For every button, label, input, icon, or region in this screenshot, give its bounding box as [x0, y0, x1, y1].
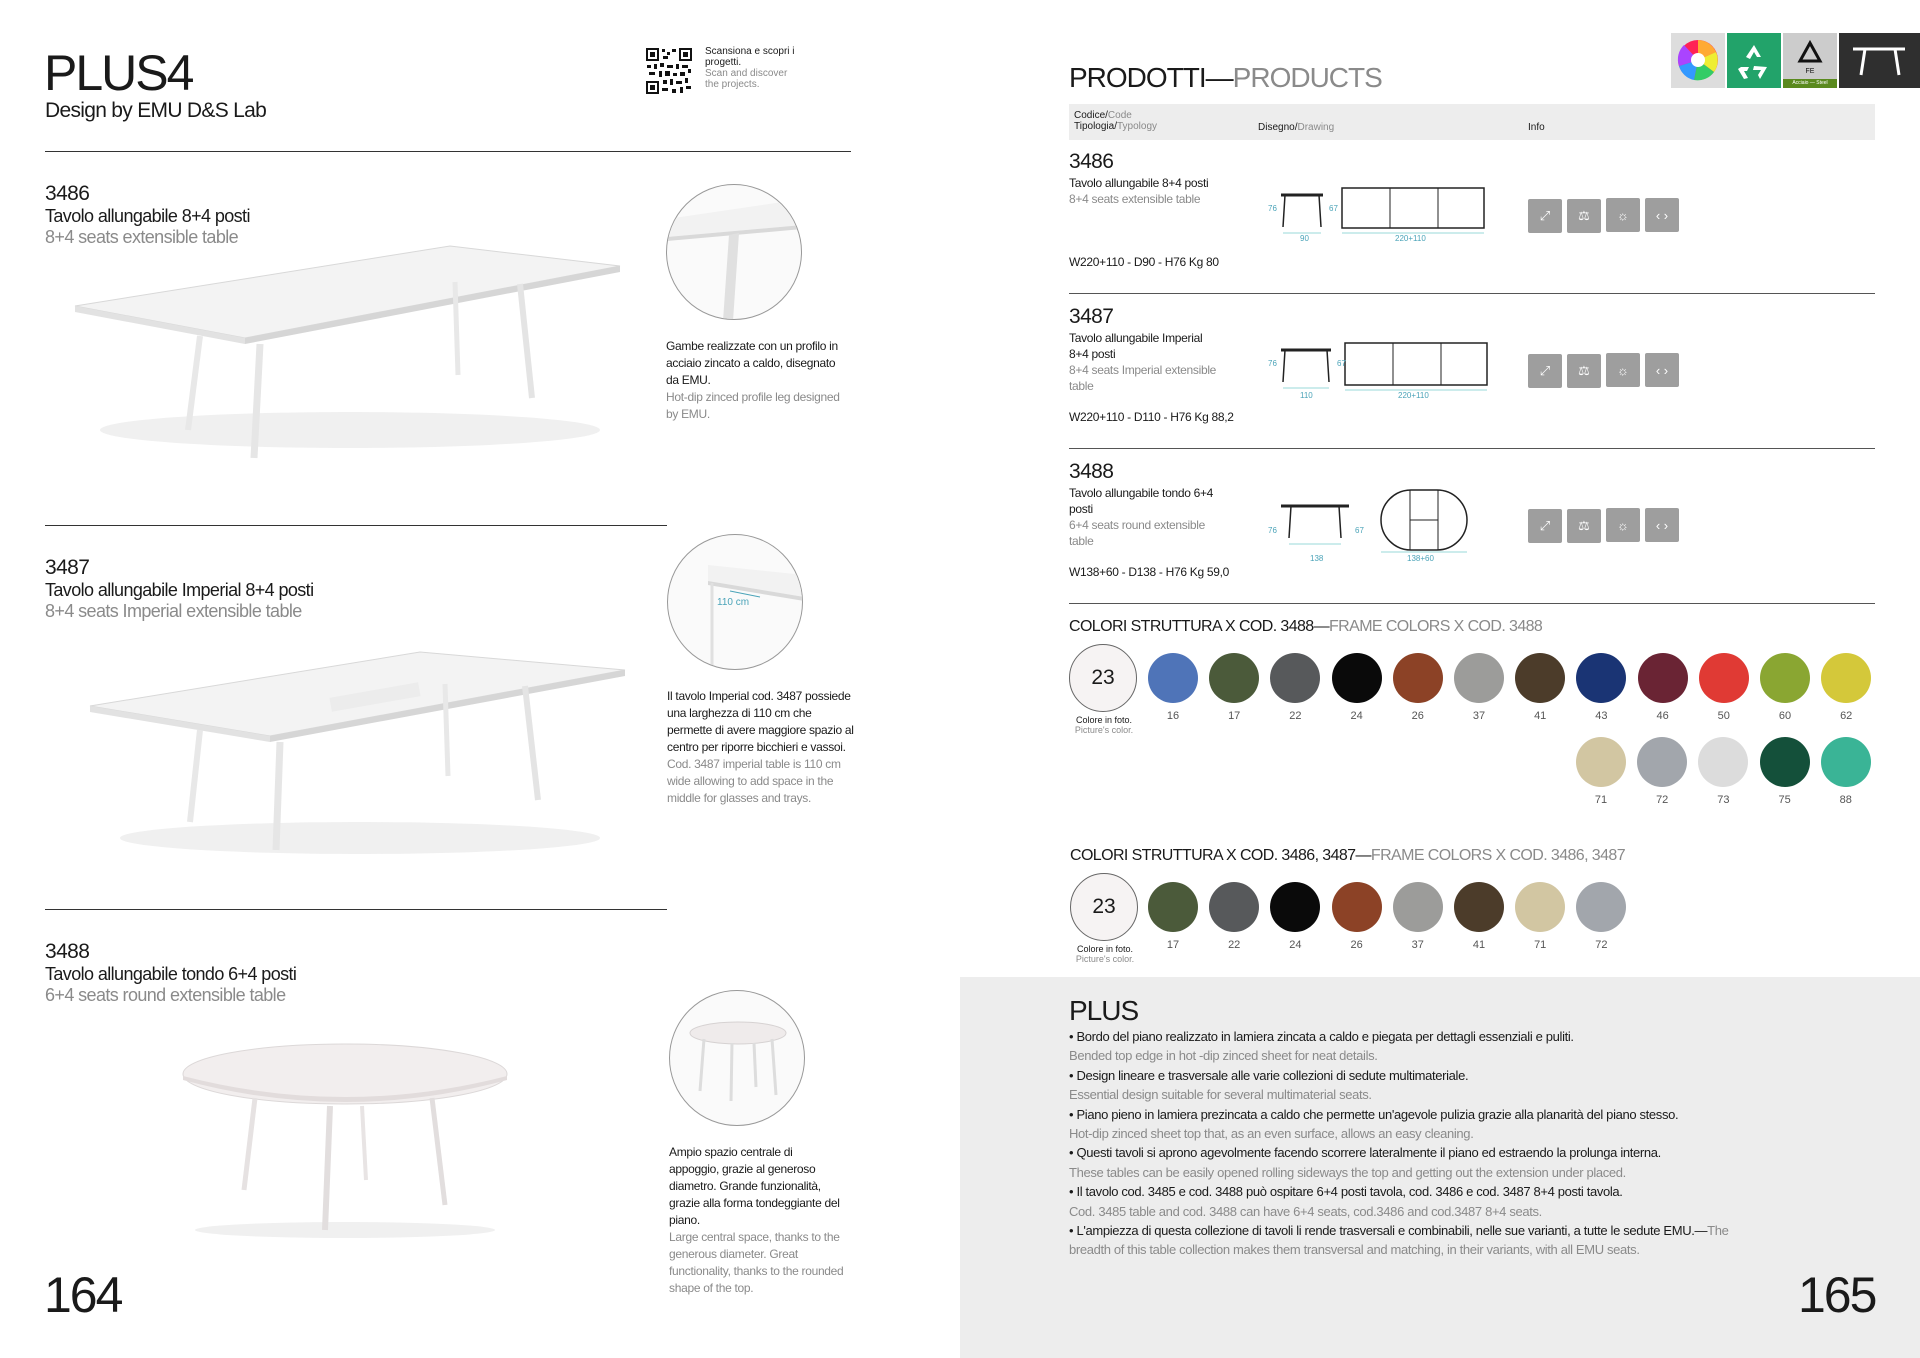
color-swatch[interactable] — [1391, 653, 1445, 722]
color-swatch-dot — [1332, 882, 1382, 932]
qr-caption-it: Scansiona e scopri i progetti. — [705, 46, 795, 68]
color-swatch[interactable] — [1697, 653, 1751, 722]
detail-text-3486 — [666, 338, 851, 423]
page-number-left: 164 — [44, 1267, 122, 1323]
drawing-height2-label: 67 — [1337, 359, 1346, 368]
arrows-icon[interactable]: ‹ › — [1645, 353, 1679, 387]
color-swatch-code: 17 — [1228, 710, 1241, 722]
color-swatch-code: 41 — [1472, 939, 1486, 951]
plus-last-en: The breadth of this table collection makes them transversal and matching, in their variants, with all EMU seats. — [1069, 1223, 1729, 1258]
color-swatch[interactable] — [1513, 653, 1567, 722]
detail-text-3487 — [667, 688, 857, 807]
row-divider — [1069, 603, 1875, 604]
color-swatch-code: 73 — [1717, 794, 1730, 806]
color-swatch-code: 46 — [1656, 710, 1669, 722]
color-swatch-code: 60 — [1778, 710, 1792, 722]
row-name-it: Tavolo allungabile tondo 6+4 posti — [1069, 486, 1214, 516]
plus-item-en: Cod. 3485 table and cod. 3488 can have 6+4 seats, cod.3486 and cod.3487 8+4 seats. — [1069, 1203, 1542, 1219]
product-name-en: 8+4 seats extensible table — [45, 227, 239, 247]
info-icons — [1528, 508, 1684, 543]
colors-title-it: COLORI STRUTTURA X COD. 3488 — [1069, 618, 1314, 635]
products-title: PRODOTTI—PRODUCTS — [1069, 62, 1382, 93]
color-swatch-dot — [1760, 737, 1810, 787]
header-drawing-it: Disegno — [1258, 122, 1295, 133]
plus-items — [1069, 1027, 1729, 1221]
row-typology — [1069, 330, 1219, 394]
designer-credit: Design by EMU D&S Lab — [45, 99, 267, 122]
drawing-depth-label: 90 — [1300, 234, 1309, 243]
plus-item-it: • Design lineare e trasversale alle varie collezioni di sedute multimateriale. — [1069, 1067, 1469, 1083]
picture-color-badge — [1069, 644, 1139, 735]
row-name-en: 8+4 seats extensible table — [1069, 192, 1201, 206]
row-code: 3488 — [1069, 460, 1114, 483]
qr-caption-en: Scan and discover the projects. — [705, 68, 788, 90]
products-title-en: PRODUCTS — [1232, 62, 1382, 93]
divider-3487 — [45, 909, 667, 910]
color-swatch-dot — [1638, 653, 1688, 703]
header-code-en: Code — [1107, 110, 1132, 121]
product-code: 3487 — [45, 556, 90, 579]
detail-en: Cod. 3487 imperial table is 110 cm wide allowing to add space in the middle for glasses and trays. — [667, 757, 841, 805]
color-swatch-dot — [1270, 653, 1320, 703]
weather-icon[interactable]: ☼ — [1606, 353, 1640, 387]
color-swatch[interactable] — [1268, 882, 1322, 951]
row-code: 3487 — [1069, 305, 1114, 328]
cert-label: Acciaio — Steel — [1792, 80, 1828, 86]
weight-icon[interactable]: ⚖ — [1567, 199, 1601, 233]
color-swatch-code: 75 — [1778, 794, 1791, 806]
color-swatch-code: 71 — [1594, 794, 1608, 806]
extension-icon[interactable]: ⤢ — [1528, 199, 1562, 233]
colors-3488-title: COLORI STRUTTURA X COD. 3488—FRAME COLORS X COD. 3488 — [1069, 618, 1543, 635]
product-name-it: Tavolo allungabile tondo 6+4 posti — [45, 964, 297, 984]
steel-recycling-icon — [1783, 33, 1837, 88]
colors-title-en: FRAME COLORS X COD. 3488 — [1329, 618, 1543, 635]
detail-circle-3486 — [666, 184, 802, 320]
color-swatch[interactable] — [1696, 737, 1750, 806]
qr-caption — [705, 46, 795, 90]
color-swatch-code: 62 — [1840, 710, 1853, 722]
plus-item-it: • Bordo del piano realizzato in lamiera zincata a caldo e piegata per dettagli essenziali e puliti. — [1069, 1029, 1574, 1044]
plus-last-it: • L'ampiezza di questa collezione di tavoli li rende trasversali e combinabili, nelle sue varianti, a tutte le sedute EMU. — [1069, 1223, 1695, 1239]
drawing-3488 — [1269, 488, 1569, 554]
detail-it: Ampio spazio centrale di appoggio, grazie al generoso diametro. Grande funzionalità, grazie alla forma tondeggiante del piano. — [669, 1145, 840, 1227]
detail-en: Large central space, thanks to the generous diameter. Great functionality, thanks to the rounded shape of the top. — [669, 1230, 844, 1295]
weight-icon[interactable]: ⚖ — [1567, 354, 1601, 388]
detail-it: Il tavolo Imperial cod. 3487 possiede una larghezza di 110 cm che permette di avere maggiore spazio al centro per riporre bicchieri e vassoi. — [667, 689, 854, 754]
product-3486-heading — [45, 182, 250, 248]
product-3488-heading — [45, 940, 296, 1006]
drawing-width-label: 138+60 — [1407, 554, 1434, 563]
plus-title: PLUS — [1069, 995, 1139, 1026]
drawing-3486 — [1269, 185, 1569, 240]
color-swatch-dot — [1760, 653, 1810, 703]
colors-title-it: COLORI STRUTTURA X COD. 3486, 3487 — [1070, 847, 1356, 864]
svg-text:FE: FE — [1805, 68, 1815, 75]
qr-code[interactable] — [645, 47, 693, 95]
plus-item-it: • Il tavolo cod. 3485 e cod. 3488 può ospitare 6+4 posti tavola, cod. 3486 e cod. 3487 8+4 posti tavola. — [1069, 1184, 1623, 1200]
drawing-height-label: 76 — [1268, 526, 1277, 535]
color-swatch-dot — [1148, 653, 1198, 703]
plus-list — [1069, 1027, 1729, 1260]
detail-text-3488 — [669, 1144, 844, 1297]
detail-en: Hot-dip zinced profile leg designed by EMU. — [666, 390, 840, 421]
color-swatch-dot — [1637, 737, 1687, 787]
color-swatch-code: 50 — [1717, 710, 1730, 722]
header-code-it: Codice — [1074, 110, 1106, 121]
page-title: PLUS4 — [44, 45, 193, 101]
color-swatch[interactable] — [1146, 882, 1200, 951]
product-name-en: 6+4 seats round extensible table — [45, 985, 286, 1005]
drawing-height-label: 76 — [1268, 204, 1277, 213]
color-swatch-dot — [1209, 882, 1259, 932]
plus-panel — [960, 977, 1920, 1358]
color-swatch[interactable] — [1207, 882, 1261, 951]
color-swatch-dot — [1393, 653, 1443, 703]
color-swatch[interactable] — [1758, 653, 1812, 722]
color-swatch[interactable] — [1330, 653, 1384, 722]
color-swatch[interactable] — [1574, 882, 1628, 951]
color-swatch[interactable] — [1452, 653, 1506, 722]
color-swatch[interactable] — [1268, 653, 1322, 722]
products-title-it: PRODOTTI — [1069, 62, 1206, 93]
row-name-it: Tavolo allungabile Imperial 8+4 posti — [1069, 331, 1203, 361]
color-swatch-code: 41 — [1534, 710, 1547, 722]
row-name-en: 8+4 seats Imperial extensible table — [1069, 363, 1217, 393]
color-swatch[interactable] — [1452, 882, 1506, 951]
recycle-icon — [1727, 33, 1781, 88]
picture-color-code: 23 — [1069, 644, 1137, 712]
colors-3486-3487-title: COLORI STRUTTURA X COD. 3486, 3487—FRAME COLORS X COD. 3486, 3487 — [1070, 847, 1625, 864]
color-swatch-code: 37 — [1411, 939, 1424, 951]
info-icons — [1528, 353, 1684, 388]
color-swatch-dot — [1821, 737, 1871, 787]
row-3488 — [1069, 460, 1875, 590]
row-dimensions: W220+110 - D110 - H76 Kg 88,2 — [1069, 410, 1234, 424]
drawing-depth-label: 138 — [1310, 554, 1324, 563]
table-type-icon — [1839, 33, 1920, 88]
info-icons — [1528, 198, 1684, 233]
color-swatch[interactable] — [1574, 653, 1628, 722]
color-swatch-code: 71 — [1534, 939, 1547, 951]
product-name-en: 8+4 seats Imperial extensible table — [45, 601, 302, 621]
picture-color-badge — [1070, 873, 1140, 964]
drawing-depth-label: 110 — [1300, 391, 1313, 400]
plus-item-it: • Questi tavoli si aprono agevolmente facendo scorrere lateralmente il piano ed estraendo la prolunga interna. — [1069, 1145, 1661, 1161]
picture-color-en: Picture's color. — [1074, 725, 1134, 735]
drawing-width-label: 220+110 — [1395, 234, 1426, 243]
picture-color-en: Picture's color. — [1075, 954, 1135, 964]
drawing-height-label: 76 — [1268, 359, 1277, 368]
row-divider — [1069, 293, 1875, 294]
product-3487-heading — [45, 556, 313, 622]
arrows-icon[interactable]: ‹ › — [1645, 508, 1679, 542]
color-swatch-code: 72 — [1595, 939, 1608, 951]
color-swatch-dot — [1332, 653, 1382, 703]
row-3487 — [1069, 305, 1875, 435]
drawing-height2-label: 67 — [1355, 526, 1364, 535]
extension-icon[interactable]: ⤢ — [1528, 354, 1562, 388]
title-divider — [45, 151, 851, 152]
color-swatch-code: 17 — [1166, 939, 1180, 951]
color-swatch[interactable] — [1330, 882, 1384, 951]
picture-color-it: Colore in foto. — [1075, 715, 1133, 725]
extension-icon[interactable]: ⤢ — [1528, 509, 1562, 543]
row-name-en: 6+4 seats round extensible table — [1069, 518, 1205, 548]
color-swatch-code: 26 — [1411, 710, 1424, 722]
color-swatch-dot — [1515, 882, 1565, 932]
row-divider — [1069, 448, 1875, 449]
plus-item-last: • L'ampiezza di questa collezione di tavoli li rende trasversali e combinabili, nelle sue varianti, a tutte le sedute EMU.—The breadth of this table collection makes them transversal and matching, in their variants, with all EMU seats. — [1069, 1223, 1729, 1258]
color-swatch[interactable] — [1819, 737, 1873, 806]
header-info: Info — [1528, 122, 1545, 133]
arrows-icon[interactable]: ‹ › — [1645, 198, 1679, 232]
color-swatch-code: 16 — [1166, 710, 1180, 722]
product-code: 3488 — [45, 940, 90, 963]
product-code: 3486 — [45, 182, 90, 205]
plus-item-en: Hot-dip zinced sheet top that, as an even surface, allows an easy cleaning. — [1069, 1126, 1474, 1142]
color-swatch-code: 24 — [1350, 710, 1363, 722]
color-swatch[interactable] — [1636, 653, 1690, 722]
color-swatch-code: 22 — [1228, 939, 1241, 951]
color-swatch[interactable] — [1819, 653, 1873, 722]
color-swatch-dot — [1576, 737, 1626, 787]
color-swatch-code: 88 — [1839, 794, 1852, 806]
color-swatch-dot — [1699, 653, 1749, 703]
row-dimensions: W138+60 - D138 - H76 Kg 59,0 — [1069, 565, 1230, 579]
drawing-width-label: 220+110 — [1398, 391, 1429, 400]
row-code: 3486 — [1069, 150, 1114, 173]
color-swatch-dot — [1270, 882, 1320, 932]
drawing-3487 — [1269, 340, 1569, 395]
header-type-en: Typology — [1117, 121, 1158, 132]
color-swatch-dot — [1821, 653, 1871, 703]
header-drawing: Disegno/Drawing — [1258, 122, 1335, 133]
color-swatch-dot — [1454, 882, 1504, 932]
color-swatch[interactable] — [1391, 882, 1445, 951]
color-swatch[interactable] — [1146, 653, 1200, 722]
header-type-it: Tipologia — [1074, 121, 1115, 132]
header-drawing-en: Drawing — [1297, 122, 1335, 133]
color-swatch-dot — [1393, 882, 1443, 932]
color-swatch-dot — [1698, 737, 1748, 787]
color-swatch-dot — [1576, 653, 1626, 703]
plus-item-en: Bended top edge in hot -dip zinced sheet for neat details. — [1069, 1048, 1378, 1064]
color-wheel-icon — [1671, 33, 1725, 88]
color-swatch-dot — [1454, 653, 1504, 703]
colors-title-en: FRAME COLORS X COD. 3486, 3487 — [1370, 847, 1625, 864]
products-table-header — [1069, 104, 1875, 140]
color-swatch[interactable] — [1635, 737, 1689, 806]
detail-3487-dimension-label: 110 cm — [717, 597, 750, 608]
color-swatch-dot — [1576, 882, 1626, 932]
row-name-it: Tavolo allungabile 8+4 posti — [1069, 176, 1209, 190]
product-name-it: Tavolo allungabile 8+4 posti — [45, 206, 250, 226]
plus-item-en: These tables can be easily opened rolling sideways the top and getting out the extension under placed. — [1069, 1164, 1626, 1180]
picture-color-code: 23 — [1070, 873, 1138, 941]
page-number-right: 165 — [1798, 1267, 1876, 1323]
weather-icon[interactable]: ☼ — [1606, 198, 1640, 232]
table-3486-image — [70, 240, 630, 460]
color-swatch-dot — [1209, 653, 1259, 703]
detail-it: Gambe realizzate con un profilo in acciaio zincato a caldo, disegnato da EMU. — [666, 339, 838, 387]
color-swatch-code: 26 — [1350, 939, 1363, 951]
color-swatch-dot — [1148, 882, 1198, 932]
weather-icon[interactable]: ☼ — [1606, 508, 1640, 542]
divider-3486 — [45, 525, 667, 526]
picture-color-it: Colore in foto. — [1076, 944, 1134, 954]
weight-icon[interactable]: ⚖ — [1567, 509, 1601, 543]
plus-item-it: • Piano pieno in lamiera prezincata a caldo che permette un'agevole pulizia grazie alla planarità del piano stesso. — [1069, 1106, 1679, 1122]
row-3486 — [1069, 150, 1875, 280]
color-swatch-code: 22 — [1289, 710, 1302, 722]
detail-circle-3488 — [669, 990, 805, 1126]
color-swatch-code: 72 — [1656, 794, 1669, 806]
row-dimensions: W220+110 - D90 - H76 Kg 80 — [1069, 255, 1219, 269]
plus-item-en: Essential design suitable for several multimaterial seats. — [1069, 1087, 1372, 1103]
drawing-height2-label: 67 — [1329, 204, 1338, 213]
color-swatch[interactable] — [1758, 737, 1812, 806]
table-3487-image — [80, 640, 640, 860]
color-swatch[interactable] — [1207, 653, 1261, 722]
color-swatch-code: 37 — [1472, 710, 1486, 722]
product-name-it: Tavolo allungabile Imperial 8+4 posti — [45, 580, 314, 600]
color-swatch[interactable] — [1574, 737, 1628, 806]
table-3488-image — [170, 1040, 520, 1240]
row-typology — [1069, 485, 1214, 549]
color-swatch-code: 24 — [1289, 939, 1302, 951]
header-code-typology: Codice/Code Tipologia/Typology — [1074, 110, 1158, 132]
row-typology — [1069, 175, 1209, 207]
color-swatch[interactable] — [1513, 882, 1567, 951]
color-swatch-code: 43 — [1595, 710, 1608, 722]
color-swatch-dot — [1515, 653, 1565, 703]
